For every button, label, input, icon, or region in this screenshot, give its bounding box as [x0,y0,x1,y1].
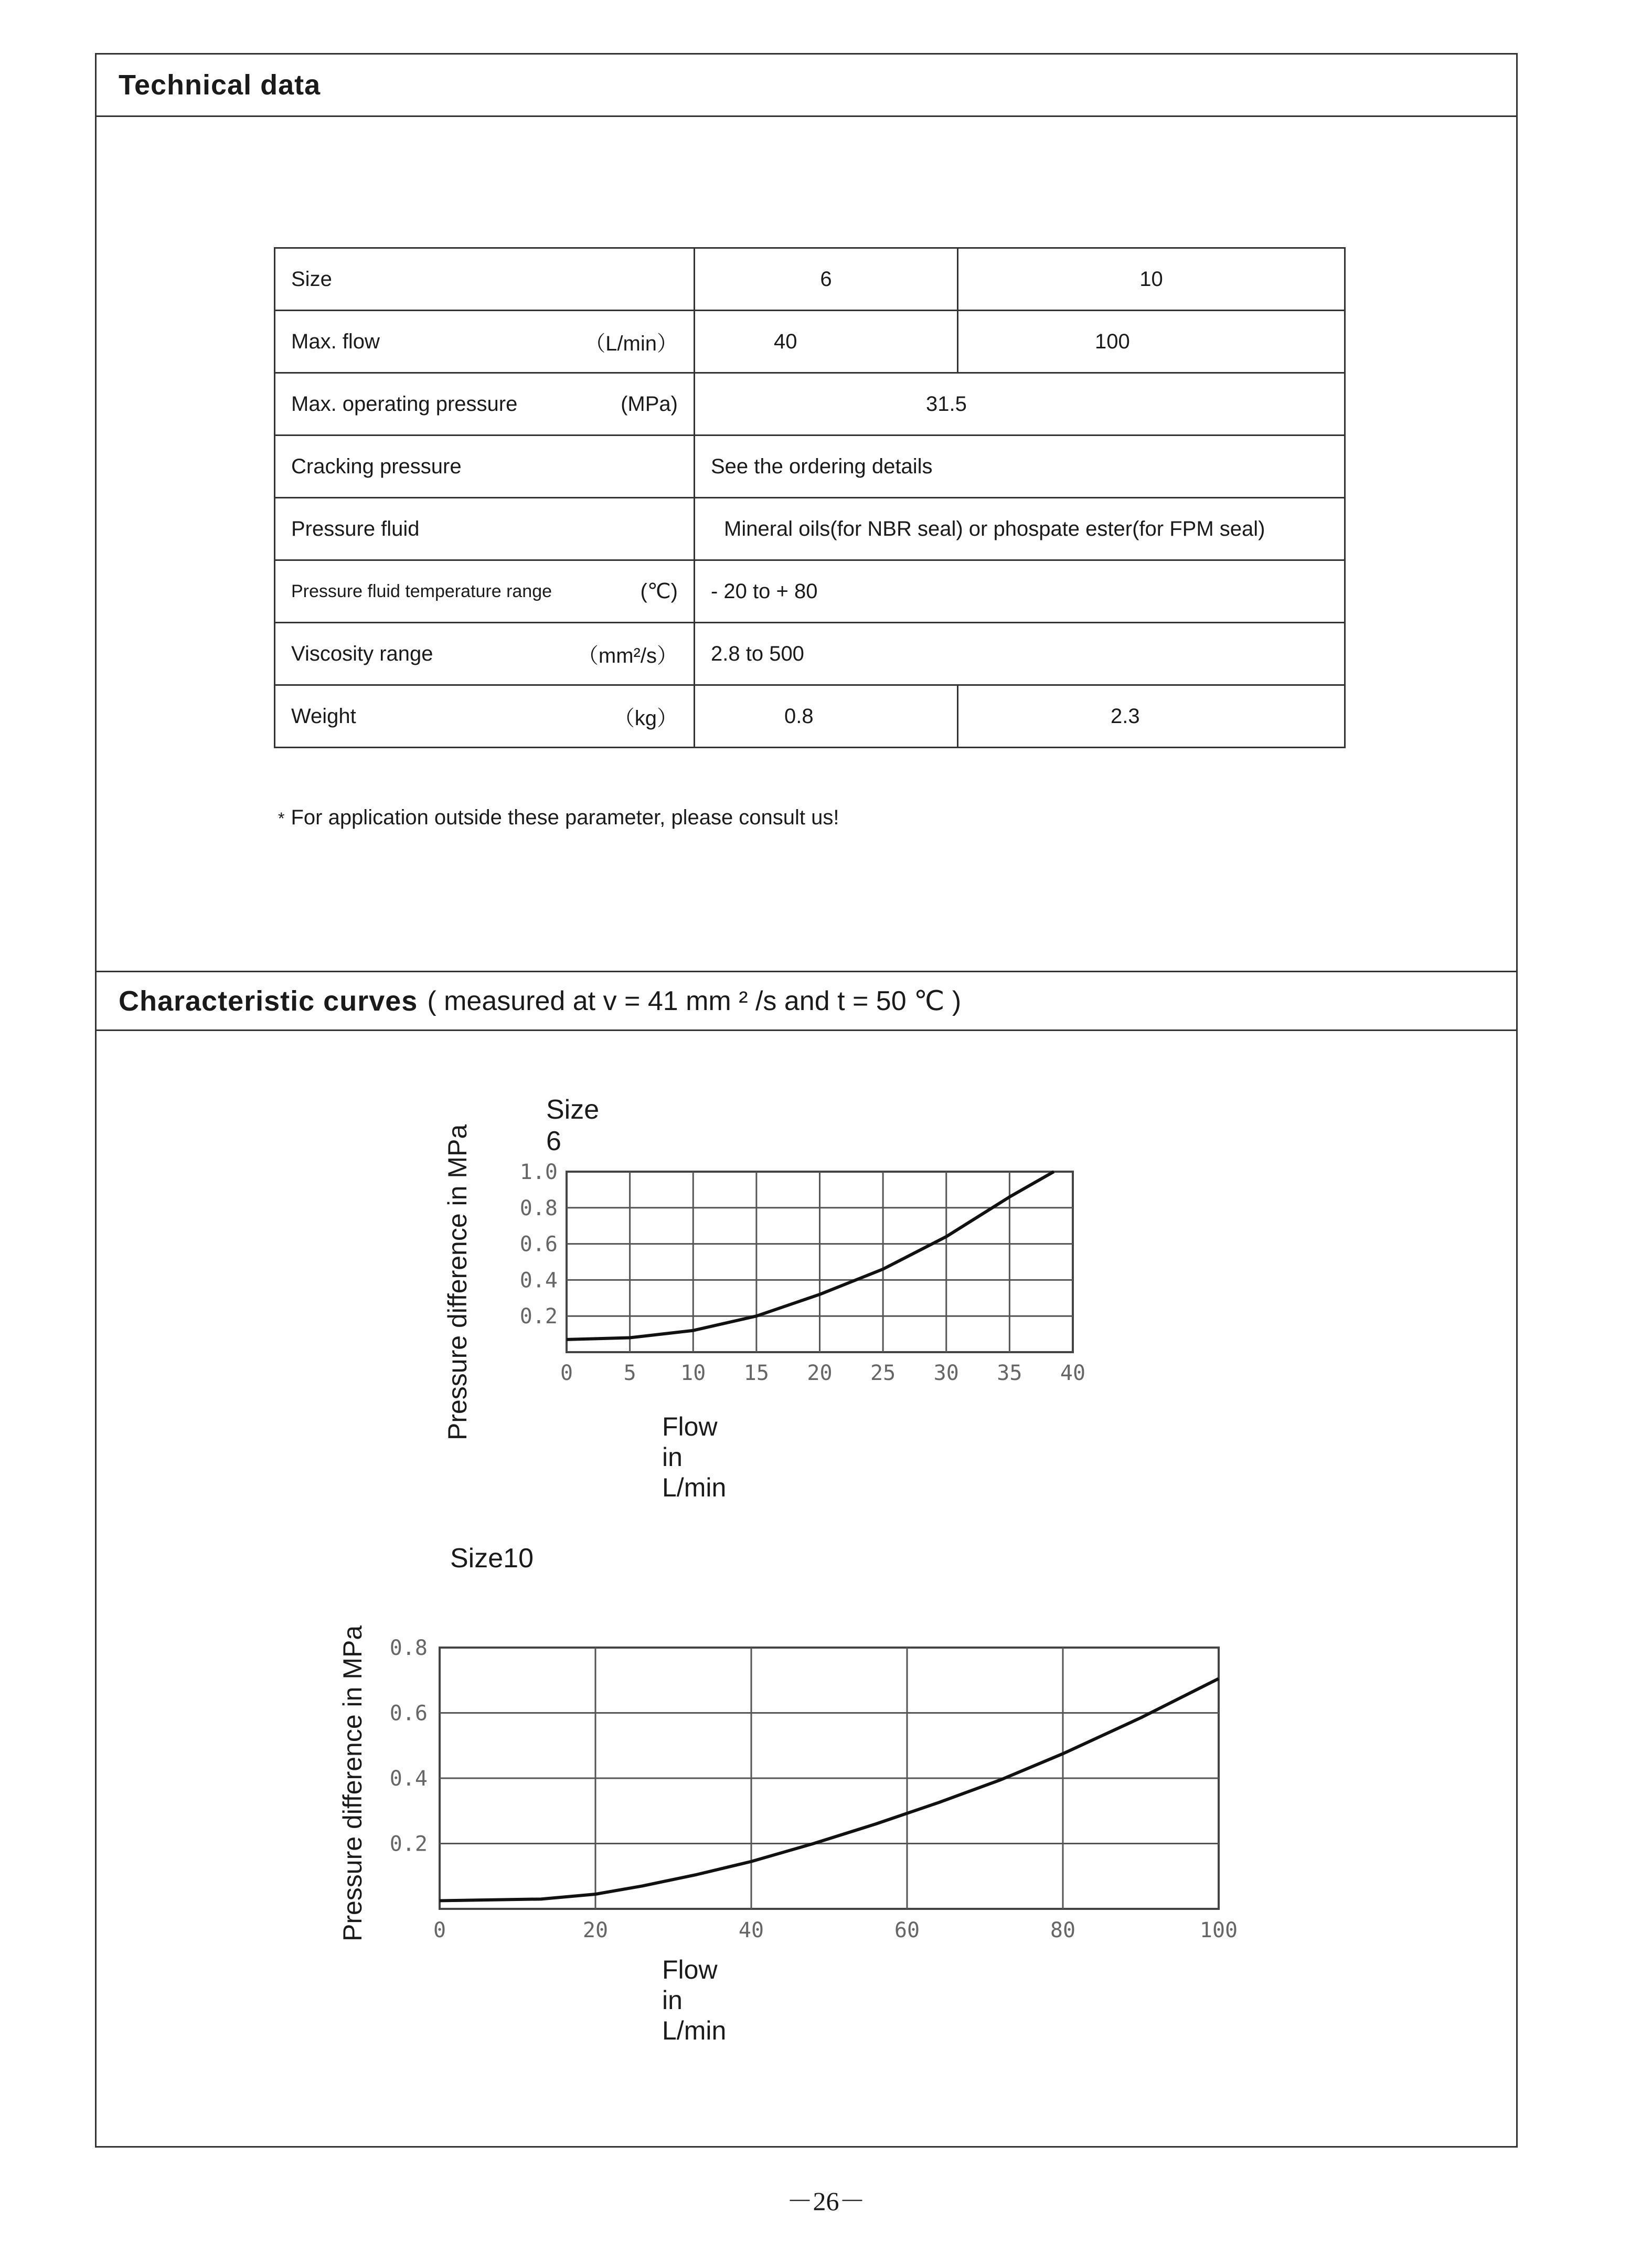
cell-value: 2.8 to 500 [695,623,1345,685]
footnote-text: For application outside these parameter, please consult us! [291,806,839,829]
y-tick-label: 0.6 [519,1232,558,1257]
cell-value: 0.8 [695,685,958,748]
cell-value: 31.5 [695,373,1345,436]
characteristic-curves-subtitle: ( measured at v = 41 mm ² /s and t = 50 ℃ ) [427,985,962,1016]
chart-title: Size10 [450,1543,534,1574]
page-number: －26－ [786,2186,866,2216]
x-tick-label: 20 [807,1361,833,1385]
characteristic-curves-title: Characteristic curves [119,985,418,1017]
row-unit: (℃) [640,580,678,603]
row-label: Cracking pressure [291,454,462,478]
x-tick-label: 5 [623,1361,636,1385]
cell-value: 6 [695,248,958,311]
cell-value: 10 [958,248,1345,311]
chart-xlabel: Flow in L/min [662,1412,727,1502]
row-label: Size [291,267,332,291]
y-tick-label: 1.0 [519,1160,558,1184]
footnote-marker: * [278,809,285,828]
y-tick-label: 0.4 [519,1268,558,1293]
y-tick-label: 0.2 [519,1304,558,1329]
technical-data-title: Technical data [119,69,321,101]
x-tick-label: 0 [433,1918,446,1942]
row-label: Weight [291,704,356,728]
y-tick-label: 0.8 [389,1636,428,1660]
row-unit: （kg） [613,706,678,730]
row-label: Pressure fluid [291,517,420,540]
chart-ylabel: Pressure difference in MPa [338,1625,367,1941]
chart-xlabel: Flow in L/min [662,1955,727,2045]
cell-value: 40 [695,311,958,373]
x-tick-label: 20 [582,1918,609,1942]
row-label: Max. flow [291,330,380,353]
cell-value: See the ordering details [695,436,1345,498]
cell-value: Mineral oils(for NBR seal) or phospate ester(for FPM seal) [695,498,1345,560]
x-tick-label: 35 [997,1361,1022,1385]
x-tick-label: 10 [680,1361,706,1385]
x-tick-label: 25 [870,1361,896,1385]
row-label: Viscosity range [291,642,433,665]
x-tick-label: 100 [1199,1918,1238,1942]
row-unit: （L/min） [584,332,678,355]
cell-value: 100 [958,311,1345,373]
x-tick-label: 40 [1060,1361,1086,1385]
cell-value: 2.3 [958,685,1345,748]
x-tick-label: 40 [738,1918,764,1942]
x-tick-label: 30 [933,1361,959,1385]
y-tick-label: 0.4 [389,1767,428,1791]
row-label: Max. operating pressure [291,392,518,416]
x-tick-label: 0 [560,1361,573,1385]
chart-title: Size 6 [546,1095,600,1156]
row-unit: （mm²/s） [577,644,678,667]
row-label: Pressure fluid temperature range [291,581,552,601]
series-line [440,1679,1219,1900]
x-tick-label: 15 [743,1361,769,1385]
x-tick-label: 80 [1050,1918,1076,1942]
y-tick-label: 0.2 [389,1832,428,1856]
y-tick-label: 0.6 [389,1701,428,1726]
y-tick-label: 0.8 [519,1196,558,1220]
x-tick-label: 60 [894,1918,920,1942]
row-unit: (MPa) [621,392,678,416]
chart-ylabel: Pressure difference in MPa [443,1124,472,1440]
cell-value: - 20 to + 80 [695,560,1345,623]
